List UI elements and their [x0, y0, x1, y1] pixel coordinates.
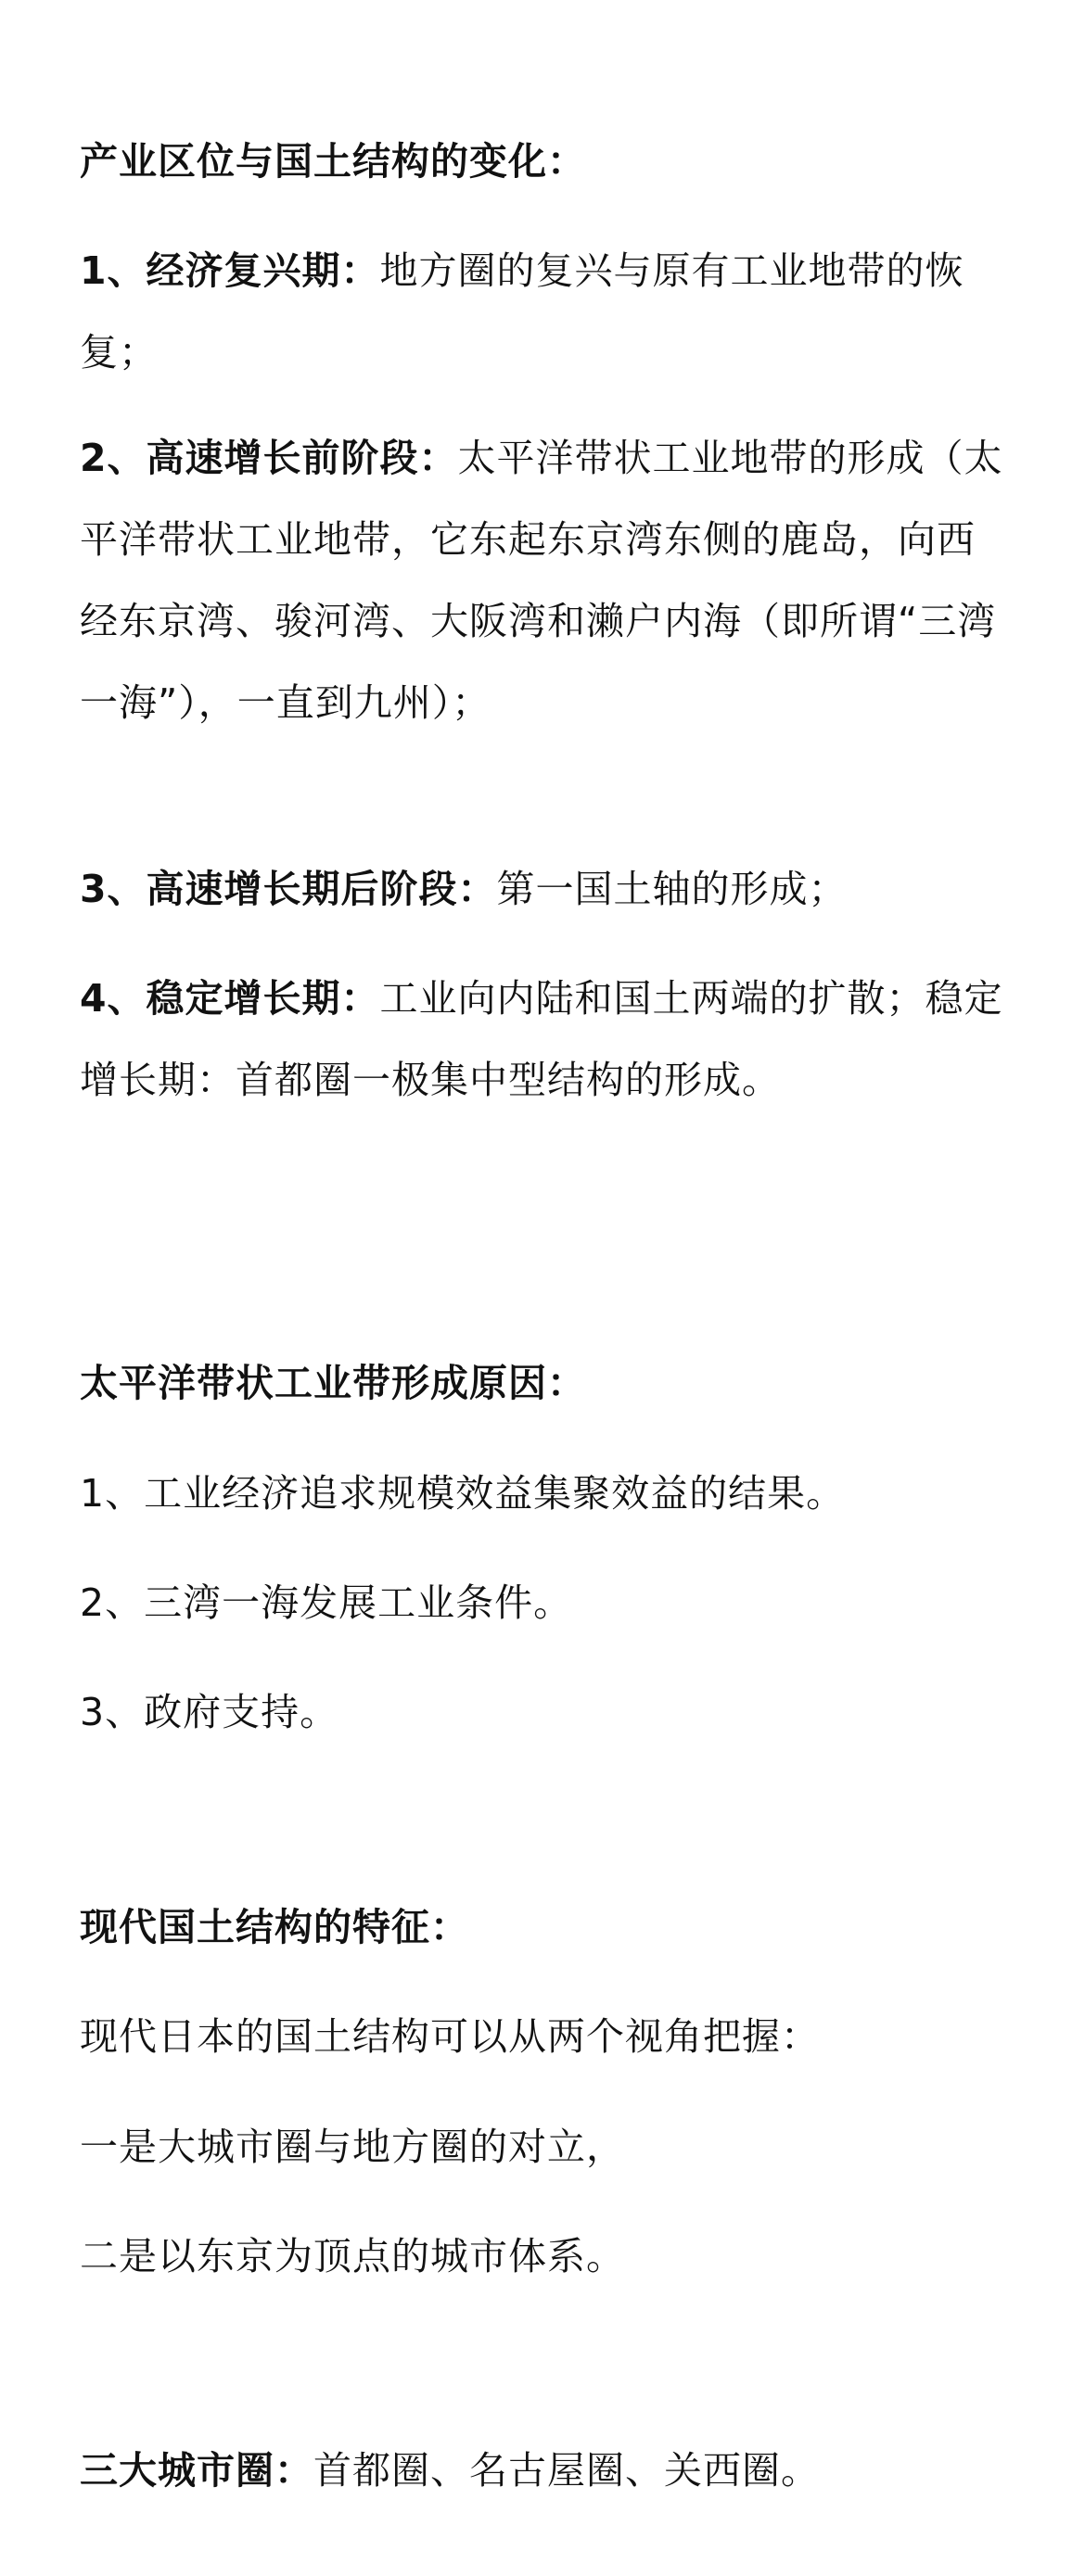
item-label: 2、高速增长前阶段：	[80, 436, 458, 480]
item-text: 太平洋带状工业地带的形成（太平洋带状工业地带，它东起东京湾东侧的鹿岛，向西经东京湾、骏河湾、大阪湾和濑户内海（即所谓“三湾一海”），一直到九州）；	[80, 436, 1003, 725]
item-label: 3、高速增长期后阶段：	[80, 867, 497, 911]
list-item-economic-revival	[80, 230, 1007, 393]
list-item-stable-growth	[80, 958, 1007, 1121]
list-item-reason-1: 1、工业经济追求规模效益集聚效益的结果。	[80, 1471, 846, 1516]
list-item-high-growth-late	[80, 848, 1007, 930]
metro-list-text: 首都圈、名古屋圈、关西圈。	[313, 2448, 820, 2493]
item-text: 工业向内陆和国土两端的扩散；稳定增长期：首都圈一极集中型结构的形成。	[80, 976, 1003, 1102]
section-heading-three-metro: 三大城市圈：	[80, 2448, 313, 2493]
item-text: 第一国土轴的形成；	[496, 867, 848, 911]
list-item-feature-1: 一是大城市圈与地方圈的对立，	[80, 2125, 625, 2169]
list-item-high-growth-early	[80, 417, 1007, 743]
list-item-feature-2: 二是以东京为顶点的城市体系。	[80, 2234, 625, 2278]
list-item-reason-2: 2、三湾一海发展工业条件。	[80, 1580, 573, 1625]
section-heading-pacific-belt-reasons: 太平洋带状工业带形成原因：	[80, 1361, 586, 1405]
three-metro-areas	[80, 2430, 1007, 2511]
list-item-feature-intro: 现代日本的国土结构可以从两个视角把握：	[80, 2014, 820, 2059]
section-heading-modern-structure: 现代国土结构的特征：	[80, 1905, 469, 1949]
item-text: 地方圈的复兴与原有工业地带的恢复；	[80, 248, 964, 374]
list-item-reason-3: 3、政府支持。	[80, 1690, 339, 1734]
section-heading-industry-location: 产业区位与国土结构的变化：	[80, 139, 586, 184]
item-label: 1、经济复兴期：	[80, 248, 380, 293]
item-label: 4、稳定增长期：	[80, 976, 380, 1021]
